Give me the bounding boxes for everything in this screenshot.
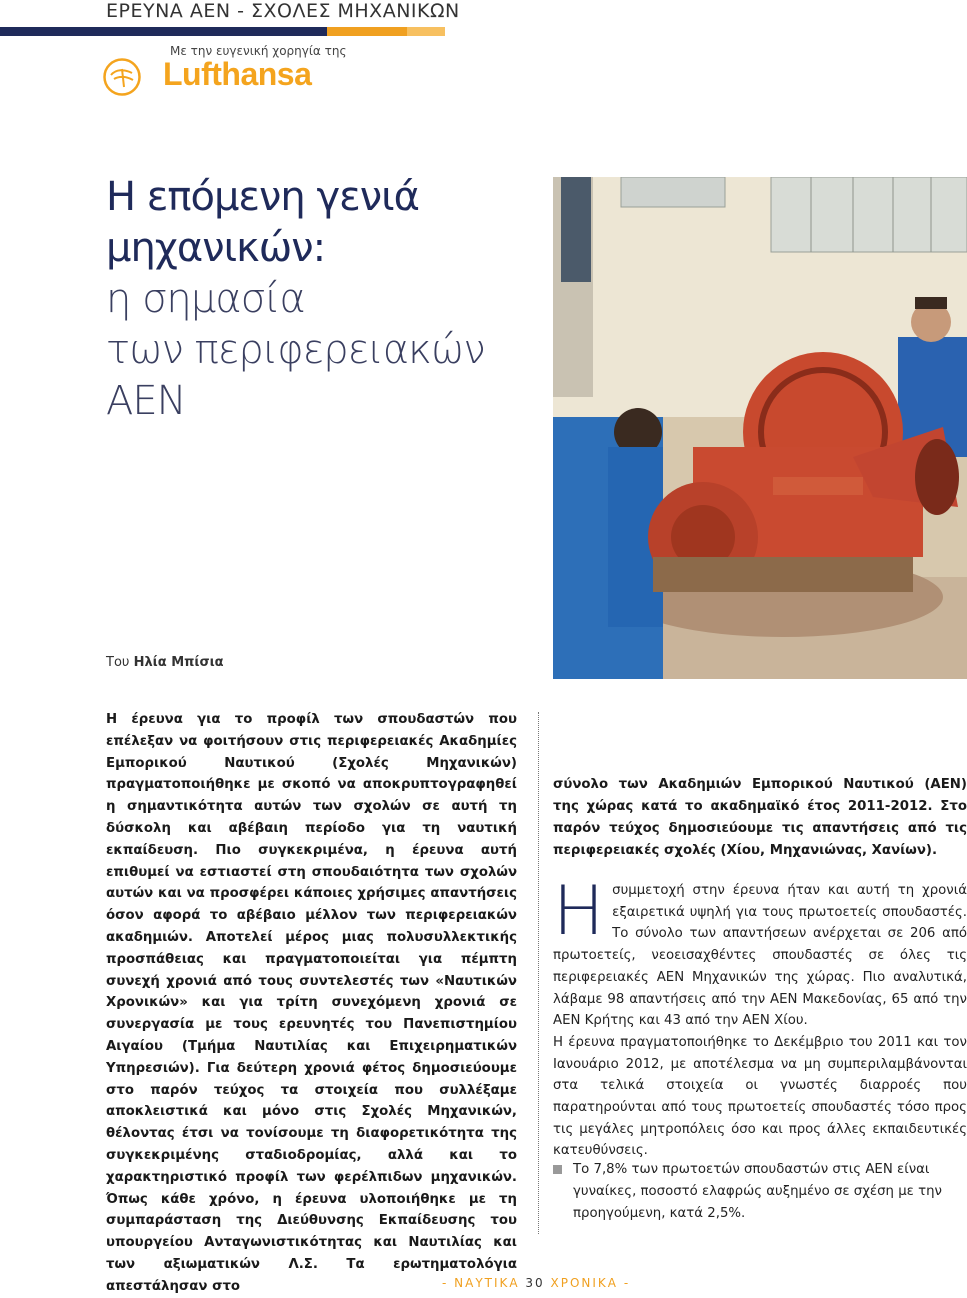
headline-line-5: ΑΕΝ	[106, 378, 186, 424]
headline-line-3: η σημασία	[106, 276, 305, 322]
column-divider	[538, 712, 539, 1234]
lufthansa-crane-logo	[102, 57, 142, 97]
section-title: ΕΡΕΥΝΑ ΑΕΝ - ΣΧΟΛΕΣ ΜΗΧΑΝΙΚΩΝ	[106, 0, 460, 22]
byline	[106, 655, 224, 670]
article-body	[553, 872, 967, 1162]
header-bar-navy	[0, 27, 327, 36]
article-lead-continued: σύνολο των Ακαδημιών Εμπορικού Ναυτικού (ΑΕΝ) της χώρας κατά το ακαδημαϊκό έτος 2011-2012. Στο παρόν τεύχος δημοσιεύουμε τις απαντήσεις από τις περιφερειακές σχολές (Χίου, Μηχανιώνας, Χανίων).	[553, 777, 967, 858]
header-bar-orange	[327, 27, 407, 36]
article-photo	[553, 177, 967, 679]
body-paragraph-1-text: συμμετοχή στην έρευνα ήταν και αυτή τη χρονιά εξαιρετικά υψηλή για τους πρωτοετείς σπουδαστές. Το σύνολο των απαντήσεων ανέρχεται σε 206 από πρωτοετείς, νεοεισαχθέντες σπουδαστές σε όλες τις περιφερειακές ΑΕΝ Μηχανικών της χώρας. Πιο αναλυτικά, λάβαμε 98 απαντήσεις από την ΑΕΝ Μακεδονίας, 65 από την ΑΕΝ Κρήτης και 43 από την ΑΕΝ Χίου.	[553, 883, 967, 1029]
bullet-point	[553, 1159, 967, 1225]
headline-line-1: Η επόμενη γενιά	[106, 174, 419, 220]
headline	[106, 172, 526, 427]
engineering-students-photo	[553, 177, 967, 679]
footer-left: - ΝΑΥΤΙΚΑ	[442, 1276, 526, 1290]
body-paragraph-1	[553, 872, 967, 1032]
dropcap: Η	[553, 872, 605, 951]
footer-right: ΧΡΟΝΙΚΑ -	[544, 1276, 631, 1290]
bullet-text: Το 7,8% των πρωτοετών σπουδαστών στις ΑΕΝ είναι γυναίκες, ποσοστό ελαφρώς αυξημένο σε σχέση με την προηγούμενη, κατά 2,5%.	[573, 1162, 942, 1221]
headline-line-2: μηχανικών:	[106, 225, 326, 271]
page-footer	[442, 1276, 630, 1290]
article-lead: Η έρευνα για το προφίλ των σπουδαστών που επέλεξαν να φοιτήσουν στις περιφερειακές Ακαδημίες Εμπορικού Ναυτικού (Σχολές Μηχανικών) πραγματοποιήθηκε με σκοπό να αποκρυπτογραφηθεί η σημαντικότητα αυτών των σχολών σε αυτή τη δύσκολη και αβέβαιη περίοδο για τη ναυτική εκπαίδευση. Πιο συγκεκριμένα, η έρευνα αυτή επιθυμεί να εστιαστεί στη σπουδαιότητα των σχολών αυτών και να προσφέρει κάποιες χρήσιμες απαντήσεις όσον αφορά το αβέβαιο μέλλον των περιφερειακών ακαδημιών. Αποτελεί μέρος μιας πολυσυλλεκτικής προσπάθειας και πραγματοποιείται για πέμπτη συνεχή χρονιά από τους συντελεστές των «Ναυτικών Χρονικών» και για τρίτη συνεχόμενη χρονιά σε συνεργασία με τους ερευνητές του Πανεπιστημίου Αιγαίου (Τμήμα Ναυτιλίας και Επιχειρηματικών Υπηρεσιών). Για δεύτερη χρονιά φέτος δημοσιεύουμε στο παρόν τεύχος τα στοιχεία που συλλέξαμε αποκλειστικά και μόνο στις Σχολές Μηχανικών, θέλοντας έτσι να τονίσουμε τη διαφορετικότητα της συγκεκριμένης σταδιοδρομίας, αλλά και το χαρακτηριστικό προφίλ των φερέλπιδων μηχανικών. Όπως κάθε χρόνο, η έρευνα υλοποιήθηκε με τη συμπαράσταση της Διεύθυνσης Εκπαίδευσης του υπουργείου Ανταγωνιστικότητας και Ναυτιλίας και των αξιωματικών Λ.Σ. Τα ερωτηματολόγια απεστάλησαν στο	[106, 712, 517, 1294]
sponsor-brand: Lufthansa	[163, 56, 312, 92]
page-number: 30	[525, 1276, 545, 1290]
byline-prefix: Του	[106, 655, 134, 670]
header-bar-orange-light	[407, 27, 445, 36]
sponsor-note: Με την ευγενική χορηγία της	[170, 44, 347, 58]
bullet-square-icon	[553, 1165, 562, 1174]
headline-line-4: των περιφερειακών	[106, 327, 485, 373]
body-paragraph-2: Η έρευνα πραγματοποιήθηκε το Δεκέμβριο του 2011 και τον Ιανουάριο 2012, με αποτέλεσμα να μη συμπεριλαμβάνονται στα τελικά στοιχεία οι γνωστές διαρροές που παρατηρούνται από τους πρωτοετείς σπουδαστές τόσο προς τις μεγάλες μητροπόλεις όσο και προς άλλες εκπαιδευτικές κατευθύνσεις.	[553, 1034, 967, 1159]
byline-author: Ηλία Μπίσια	[133, 655, 224, 670]
